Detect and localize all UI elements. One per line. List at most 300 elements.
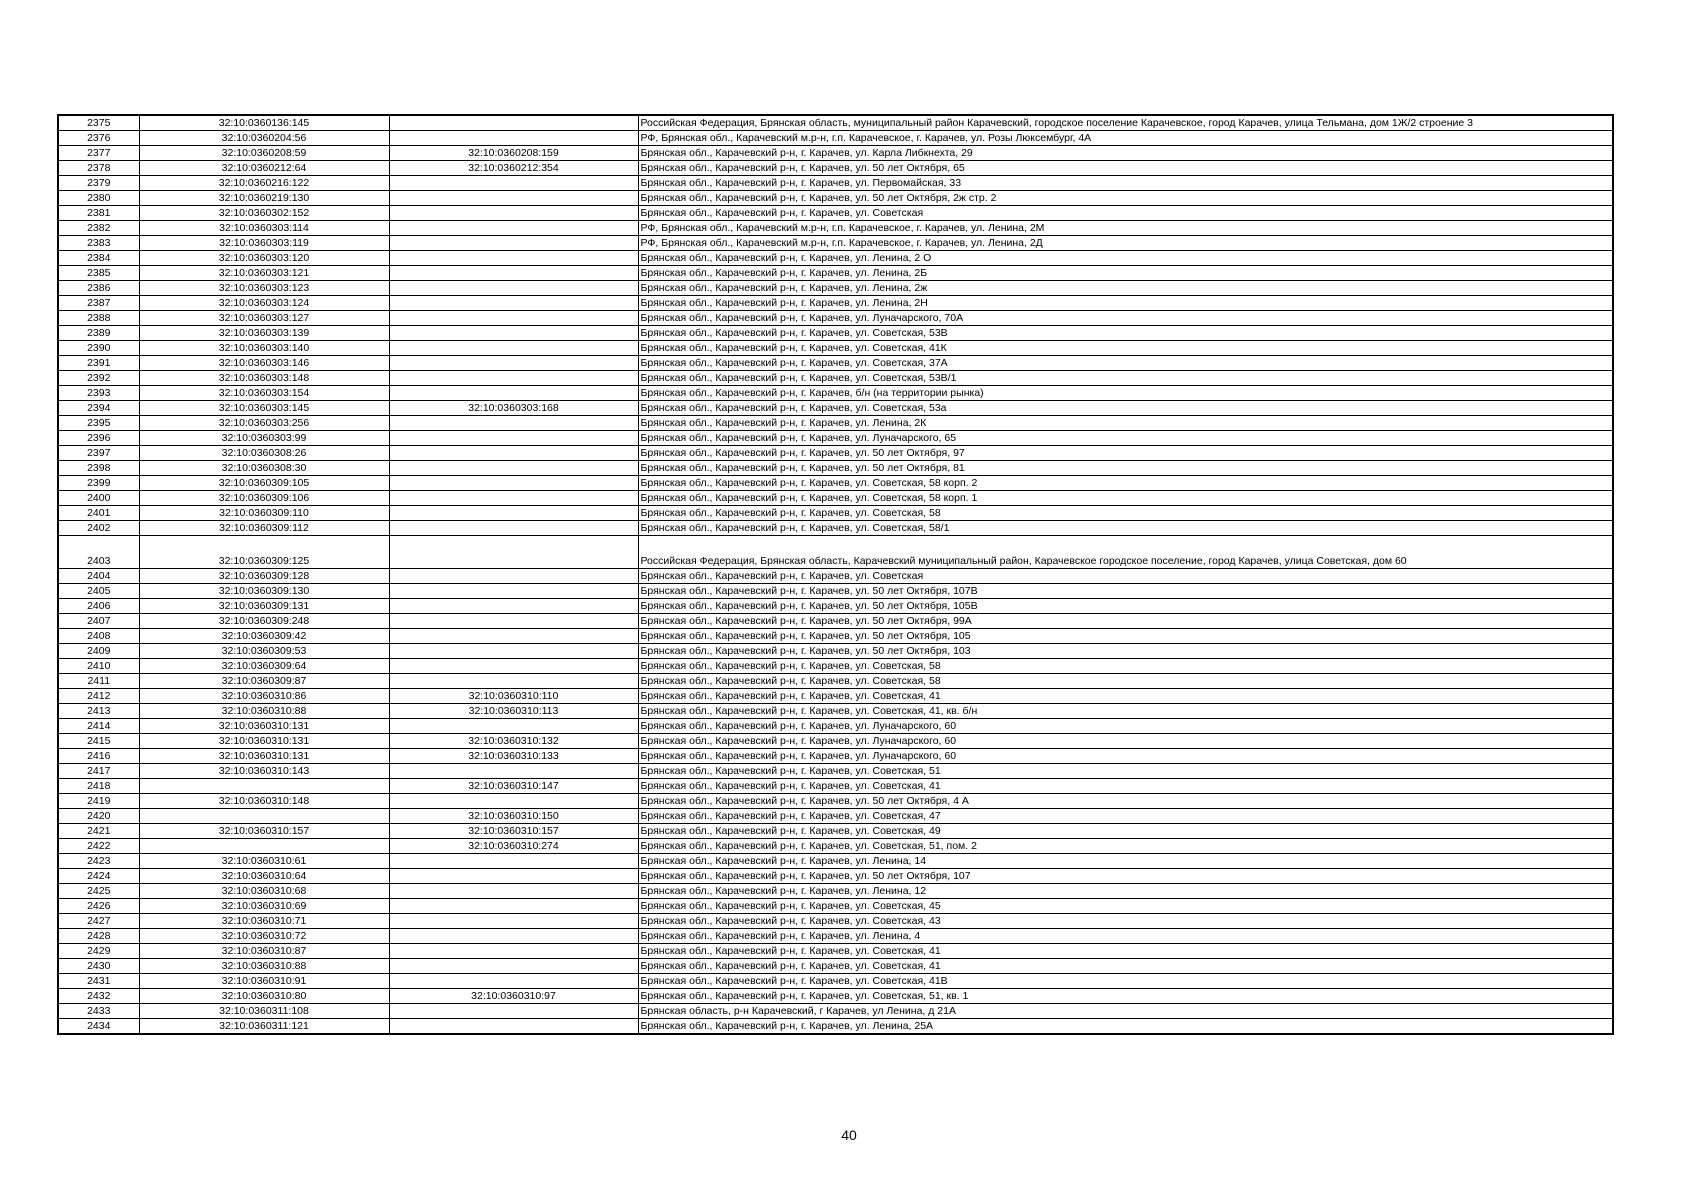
related-cadastral-number-cell: 32:10:0360310:157 — [389, 824, 638, 839]
row-number-cell: 2376 — [58, 131, 139, 146]
related-cadastral-number-cell — [389, 236, 638, 251]
table-row — [58, 689, 1613, 704]
table-row — [58, 431, 1613, 446]
cadastral-number-cell — [139, 779, 389, 794]
address-cell: Брянская обл., Карачевский р-н, г. Карачев, ул. 50 лет Октября, 65 — [638, 161, 1613, 176]
cadastral-number-cell: 32:10:0360309:106 — [139, 491, 389, 506]
address-cell: Брянская обл., Карачевский р-н, г. Карачев, ул. 50 лет Октября, 2ж стр. 2 — [638, 191, 1613, 206]
cadastral-number-cell: 32:10:0360310:61 — [139, 854, 389, 869]
address-cell: Брянская обл., Карачевский р-н, г. Карачев, ул. Советская, 58/1 — [638, 521, 1613, 536]
row-number-cell: 2432 — [58, 989, 139, 1004]
address-cell: Брянская обл., Карачевский р-н, г. Карачев, ул. Советская, 47 — [638, 809, 1613, 824]
related-cadastral-number-cell — [389, 764, 638, 779]
cadastral-number-cell: 32:10:0360303:123 — [139, 281, 389, 296]
cadastral-number-cell: 32:10:0360309:131 — [139, 599, 389, 614]
row-number-cell: 2394 — [58, 401, 139, 416]
table-row — [58, 974, 1613, 989]
related-cadastral-number-cell — [389, 191, 638, 206]
row-number-cell: 2381 — [58, 206, 139, 221]
row-number-cell: 2403 — [58, 536, 139, 569]
related-cadastral-number-cell: 32:10:0360310:133 — [389, 749, 638, 764]
table-row — [58, 869, 1613, 884]
table-row — [58, 944, 1613, 959]
related-cadastral-number-cell — [389, 491, 638, 506]
cadastral-number-cell: 32:10:0360308:30 — [139, 461, 389, 476]
cadastral-number-cell: 32:10:0360309:64 — [139, 659, 389, 674]
address-cell: Брянская обл., Карачевский р-н, г. Карачев, б/н (на территории рынка) — [638, 386, 1613, 401]
related-cadastral-number-cell — [389, 206, 638, 221]
address-cell: Брянская обл., Карачевский р-н, г. Карачев, ул. Первомайская, 33 — [638, 176, 1613, 191]
address-cell: Брянская обл., Карачевский р-н, г. Карачев, ул. Ленина, 2Б — [638, 266, 1613, 281]
table-row — [58, 251, 1613, 266]
cadastral-number-cell: 32:10:0360136:145 — [139, 115, 389, 131]
table-row — [58, 629, 1613, 644]
address-cell: Брянская обл., Карачевский р-н, г. Карачев, ул. Ленина, 2Н — [638, 296, 1613, 311]
table-row — [58, 929, 1613, 944]
related-cadastral-number-cell — [389, 506, 638, 521]
address-cell: Брянская обл., Карачевский р-н, г. Карачев, ул. Ленина, 14 — [638, 854, 1613, 869]
related-cadastral-number-cell — [389, 644, 638, 659]
row-number-cell: 2408 — [58, 629, 139, 644]
related-cadastral-number-cell: 32:10:0360310:274 — [389, 839, 638, 854]
related-cadastral-number-cell — [389, 794, 638, 809]
address-cell: Брянская обл., Карачевский р-н, г. Карачев, ул. Советская, 41 — [638, 779, 1613, 794]
table-row — [58, 704, 1613, 719]
table-row — [58, 326, 1613, 341]
related-cadastral-number-cell — [389, 386, 638, 401]
related-cadastral-number-cell — [389, 659, 638, 674]
table-row — [58, 221, 1613, 236]
related-cadastral-number-cell — [389, 131, 638, 146]
cadastral-number-cell: 32:10:0360310:131 — [139, 734, 389, 749]
row-number-cell: 2409 — [58, 644, 139, 659]
row-number-cell: 2400 — [58, 491, 139, 506]
cadastral-number-cell: 32:10:0360310:131 — [139, 749, 389, 764]
related-cadastral-number-cell — [389, 629, 638, 644]
cadastral-number-cell: 32:10:0360311:121 — [139, 1019, 389, 1035]
row-number-cell: 2402 — [58, 521, 139, 536]
related-cadastral-number-cell — [389, 1004, 638, 1019]
address-cell: Брянская обл., Карачевский р-н, г. Карачев, ул. Советская, 53а — [638, 401, 1613, 416]
related-cadastral-number-cell: 32:10:0360208:159 — [389, 146, 638, 161]
related-cadastral-number-cell — [389, 176, 638, 191]
row-number-cell: 2390 — [58, 341, 139, 356]
address-cell: Брянская обл., Карачевский р-н, г. Карачев, ул. Советская, 41К — [638, 341, 1613, 356]
cadastral-number-cell: 32:10:0360309:42 — [139, 629, 389, 644]
address-cell: Брянская обл., Карачевский р-н, г. Карачев, ул. Советская — [638, 206, 1613, 221]
table-row — [58, 959, 1613, 974]
table-row — [58, 779, 1613, 794]
cadastral-number-cell: 32:10:0360311:108 — [139, 1004, 389, 1019]
address-cell: Брянская обл., Карачевский р-н, г. Карачев, ул. Луначарского, 60 — [638, 719, 1613, 734]
related-cadastral-number-cell — [389, 371, 638, 386]
address-cell: Брянская обл., Карачевский р-н, г. Карачев, ул. Советская, 53В/1 — [638, 371, 1613, 386]
row-number-cell: 2405 — [58, 584, 139, 599]
row-number-cell: 2396 — [58, 431, 139, 446]
cadastral-number-cell: 32:10:0360208:59 — [139, 146, 389, 161]
table-row — [58, 599, 1613, 614]
row-number-cell: 2416 — [58, 749, 139, 764]
address-cell: Брянская обл., Карачевский р-н, г. Карачев, ул. 50 лет Октября, 105 — [638, 629, 1613, 644]
address-cell: РФ, Брянская обл., Карачевский м.р-н, г.п. Карачевское, г. Карачев, ул. Ленина, 2Д — [638, 236, 1613, 251]
cadastral-number-cell: 32:10:0360302:152 — [139, 206, 389, 221]
cadastral-number-cell: 32:10:0360310:88 — [139, 704, 389, 719]
row-number-cell: 2434 — [58, 1019, 139, 1035]
table-row — [58, 446, 1613, 461]
table-row — [58, 281, 1613, 296]
row-number-cell: 2410 — [58, 659, 139, 674]
address-cell: Брянская обл., Карачевский р-н, г. Карачев, ул. Луначарского, 60 — [638, 734, 1613, 749]
table-row — [58, 1004, 1613, 1019]
row-number-cell: 2418 — [58, 779, 139, 794]
row-number-cell: 2422 — [58, 839, 139, 854]
row-number-cell: 2393 — [58, 386, 139, 401]
table-row — [58, 644, 1613, 659]
address-cell: Брянская обл., Карачевский р-н, г. Карачев, ул. Советская, 41, кв. б/н — [638, 704, 1613, 719]
cadastral-number-cell: 32:10:0360310:68 — [139, 884, 389, 899]
table-row — [58, 884, 1613, 899]
row-number-cell: 2392 — [58, 371, 139, 386]
address-cell: Брянская обл., Карачевский р-н, г. Карачев, ул. Советская, 37А — [638, 356, 1613, 371]
table-row — [58, 356, 1613, 371]
table-row — [58, 416, 1613, 431]
table-row — [58, 131, 1613, 146]
related-cadastral-number-cell — [389, 115, 638, 131]
row-number-cell: 2424 — [58, 869, 139, 884]
cadastral-number-cell: 32:10:0360303:120 — [139, 251, 389, 266]
address-cell: Брянская область, р-н Карачевский, г Карачев, ул Ленина, д 21А — [638, 1004, 1613, 1019]
cadastral-number-cell: 32:10:0360309:112 — [139, 521, 389, 536]
related-cadastral-number-cell — [389, 674, 638, 689]
related-cadastral-number-cell — [389, 899, 638, 914]
table-row — [58, 236, 1613, 251]
row-number-cell: 2412 — [58, 689, 139, 704]
address-cell: Брянская обл., Карачевский р-н, г. Карачев, ул. 50 лет Октября, 99А — [638, 614, 1613, 629]
row-number-cell: 2427 — [58, 914, 139, 929]
table-row — [58, 371, 1613, 386]
cadastral-number-cell: 32:10:0360310:148 — [139, 794, 389, 809]
cadastral-number-cell: 32:10:0360303:119 — [139, 236, 389, 251]
address-cell: Брянская обл., Карачевский р-н, г. Карачев, ул. Советская, 41В — [638, 974, 1613, 989]
row-number-cell: 2382 — [58, 221, 139, 236]
address-cell: Брянская обл., Карачевский р-н, г. Карачев, ул. Советская, 51 — [638, 764, 1613, 779]
address-cell: Брянская обл., Карачевский р-н, г. Карачев, ул. Советская, 58 корп. 2 — [638, 476, 1613, 491]
related-cadastral-number-cell — [389, 869, 638, 884]
related-cadastral-number-cell — [389, 221, 638, 236]
row-number-cell: 2420 — [58, 809, 139, 824]
cadastral-number-cell: 32:10:0360310:157 — [139, 824, 389, 839]
related-cadastral-number-cell: 32:10:0360212:354 — [389, 161, 638, 176]
row-number-cell: 2428 — [58, 929, 139, 944]
related-cadastral-number-cell: 32:10:0360310:150 — [389, 809, 638, 824]
table-row — [58, 476, 1613, 491]
related-cadastral-number-cell: 32:10:0360310:113 — [389, 704, 638, 719]
address-cell: Брянская обл., Карачевский р-н, г. Карачев, ул. 50 лет Октября, 107 — [638, 869, 1613, 884]
address-cell: Брянская обл., Карачевский р-н, г. Карачев, ул. 50 лет Октября, 105В — [638, 599, 1613, 614]
row-number-cell: 2419 — [58, 794, 139, 809]
row-number-cell: 2377 — [58, 146, 139, 161]
table-row — [58, 401, 1613, 416]
related-cadastral-number-cell — [389, 974, 638, 989]
address-cell: Брянская обл., Карачевский р-н, г. Карачев, ул. Советская, 58 — [638, 506, 1613, 521]
related-cadastral-number-cell — [389, 281, 638, 296]
related-cadastral-number-cell — [389, 341, 638, 356]
row-number-cell: 2387 — [58, 296, 139, 311]
cadastral-number-cell: 32:10:0360303:121 — [139, 266, 389, 281]
related-cadastral-number-cell — [389, 959, 638, 974]
registry-table — [57, 114, 1614, 1035]
cadastral-number-cell: 32:10:0360308:26 — [139, 446, 389, 461]
related-cadastral-number-cell — [389, 884, 638, 899]
address-cell: Брянская обл., Карачевский р-н, г. Карачев, ул. Советская, 58 — [638, 674, 1613, 689]
address-cell: Брянская обл., Карачевский р-н, г. Карачев, ул. Советская, 41 — [638, 944, 1613, 959]
table-row — [58, 839, 1613, 854]
table-row — [58, 266, 1613, 281]
table-row — [58, 461, 1613, 476]
cadastral-number-cell: 32:10:0360303:127 — [139, 311, 389, 326]
address-cell: Брянская обл., Карачевский р-н, г. Карачев, ул. 50 лет Октября, 81 — [638, 461, 1613, 476]
related-cadastral-number-cell — [389, 446, 638, 461]
address-cell: Брянская обл., Карачевский р-н, г. Карачев, ул. Советская, 41 — [638, 689, 1613, 704]
row-number-cell: 2397 — [58, 446, 139, 461]
row-number-cell: 2431 — [58, 974, 139, 989]
row-number-cell: 2411 — [58, 674, 139, 689]
address-cell: Брянская обл., Карачевский р-н, г. Карачев, ул. Ленина, 2 О — [638, 251, 1613, 266]
cadastral-number-cell: 32:10:0360310:64 — [139, 869, 389, 884]
row-number-cell: 2375 — [58, 115, 139, 131]
address-cell: Брянская обл., Карачевский р-н, г. Карачев, ул. Советская, 45 — [638, 899, 1613, 914]
table-row — [58, 659, 1613, 674]
cadastral-number-cell: 32:10:0360219:130 — [139, 191, 389, 206]
table-row — [58, 899, 1613, 914]
cadastral-number-cell: 32:10:0360309:130 — [139, 584, 389, 599]
related-cadastral-number-cell — [389, 929, 638, 944]
table-row — [58, 794, 1613, 809]
cadastral-number-cell: 32:10:0360310:87 — [139, 944, 389, 959]
row-number-cell: 2421 — [58, 824, 139, 839]
cadastral-number-cell: 32:10:0360303:154 — [139, 386, 389, 401]
address-cell: РФ, Брянская обл., Карачевский м.р-н, г.п. Карачевское, г. Карачев, ул. Розы Люксембург, 4А — [638, 131, 1613, 146]
row-number-cell: 2401 — [58, 506, 139, 521]
related-cadastral-number-cell — [389, 1019, 638, 1035]
related-cadastral-number-cell: 32:10:0360310:147 — [389, 779, 638, 794]
related-cadastral-number-cell — [389, 416, 638, 431]
cadastral-number-cell: 32:10:0360303:139 — [139, 326, 389, 341]
address-cell: Брянская обл., Карачевский р-н, г. Карачев, ул. 50 лет Октября, 103 — [638, 644, 1613, 659]
related-cadastral-number-cell — [389, 296, 638, 311]
row-number-cell: 2388 — [58, 311, 139, 326]
cadastral-number-cell: 32:10:0360216:122 — [139, 176, 389, 191]
cadastral-number-cell: 32:10:0360310:86 — [139, 689, 389, 704]
related-cadastral-number-cell — [389, 476, 638, 491]
row-number-cell: 2386 — [58, 281, 139, 296]
row-number-cell: 2384 — [58, 251, 139, 266]
page-number: 40 — [841, 1127, 857, 1143]
table-row — [58, 809, 1613, 824]
related-cadastral-number-cell: 32:10:0360310:97 — [389, 989, 638, 1004]
row-number-cell: 2407 — [58, 614, 139, 629]
row-number-cell: 2379 — [58, 176, 139, 191]
table-row — [58, 521, 1613, 536]
address-cell: Брянская обл., Карачевский р-н, г. Карачев, ул. Луначарского, 60 — [638, 749, 1613, 764]
cadastral-number-cell: 32:10:0360303:114 — [139, 221, 389, 236]
cadastral-number-cell: 32:10:0360303:99 — [139, 431, 389, 446]
row-number-cell: 2406 — [58, 599, 139, 614]
row-number-cell: 2399 — [58, 476, 139, 491]
row-number-cell: 2430 — [58, 959, 139, 974]
table-row — [58, 161, 1613, 176]
related-cadastral-number-cell: 32:10:0360310:110 — [389, 689, 638, 704]
address-cell: Брянская обл., Карачевский р-н, г. Карачев, ул. Советская, 58 корп. 1 — [638, 491, 1613, 506]
table-row — [58, 491, 1613, 506]
address-cell: Брянская обл., Карачевский р-н, г. Карачев, ул. 50 лет Октября, 107В — [638, 584, 1613, 599]
related-cadastral-number-cell — [389, 266, 638, 281]
cadastral-number-cell: 32:10:0360309:87 — [139, 674, 389, 689]
row-number-cell: 2413 — [58, 704, 139, 719]
row-number-cell: 2385 — [58, 266, 139, 281]
row-number-cell: 2415 — [58, 734, 139, 749]
address-cell: Брянская обл., Карачевский р-н, г. Карачев, ул. Ленина, 2ж — [638, 281, 1613, 296]
related-cadastral-number-cell — [389, 356, 638, 371]
address-cell: Брянская обл., Карачевский р-н, г. Карачев, ул. Советская — [638, 569, 1613, 584]
table-row — [58, 614, 1613, 629]
related-cadastral-number-cell — [389, 854, 638, 869]
related-cadastral-number-cell — [389, 461, 638, 476]
address-cell: Брянская обл., Карачевский р-н, г. Карачев, ул. Советская, 58 — [638, 659, 1613, 674]
cadastral-number-cell: 32:10:0360310:143 — [139, 764, 389, 779]
table-row — [58, 914, 1613, 929]
cadastral-number-cell: 32:10:0360309:125 — [139, 536, 389, 569]
row-number-cell: 2380 — [58, 191, 139, 206]
table-row — [58, 734, 1613, 749]
related-cadastral-number-cell: 32:10:0360310:132 — [389, 734, 638, 749]
cadastral-number-cell: 32:10:0360309:53 — [139, 644, 389, 659]
related-cadastral-number-cell — [389, 251, 638, 266]
address-cell: Брянская обл., Карачевский р-н, г. Карачев, ул. Советская, 51, пом. 2 — [638, 839, 1613, 854]
row-number-cell: 2378 — [58, 161, 139, 176]
cadastral-number-cell: 32:10:0360204:56 — [139, 131, 389, 146]
table-row — [58, 206, 1613, 221]
row-number-cell: 2429 — [58, 944, 139, 959]
related-cadastral-number-cell — [389, 719, 638, 734]
address-cell: Брянская обл., Карачевский р-н, г. Карачев, ул. Советская, 49 — [638, 824, 1613, 839]
address-cell: Брянская обл., Карачевский р-н, г. Карачев, ул. Луначарского, 70А — [638, 311, 1613, 326]
address-cell: Брянская обл., Карачевский р-н, г. Карачев, ул. Ленина, 4 — [638, 929, 1613, 944]
cadastral-number-cell: 32:10:0360303:145 — [139, 401, 389, 416]
cadastral-number-cell: 32:10:0360310:88 — [139, 959, 389, 974]
address-cell: Брянская обл., Карачевский р-н, г. Карачев, ул. Ленина, 2К — [638, 416, 1613, 431]
table-row — [58, 536, 1613, 569]
cadastral-number-cell: 32:10:0360309:105 — [139, 476, 389, 491]
related-cadastral-number-cell — [389, 599, 638, 614]
related-cadastral-number-cell — [389, 584, 638, 599]
related-cadastral-number-cell — [389, 521, 638, 536]
cadastral-number-cell: 32:10:0360310:72 — [139, 929, 389, 944]
address-cell: Российская Федерация, Брянская область, муниципальный район Карачевский, городское поселение Карачевское, город Карачев, улица Тельмана, дом 1Ж/2 строение 3 — [638, 115, 1613, 131]
cadastral-number-cell: 32:10:0360309:248 — [139, 614, 389, 629]
row-number-cell: 2395 — [58, 416, 139, 431]
table-row — [58, 584, 1613, 599]
related-cadastral-number-cell — [389, 326, 638, 341]
address-cell: Российская Федерация, Брянская область, Карачевский муниципальный район, Карачевское городское поселение, город Карачев, улица Советская, дом 60 — [638, 536, 1613, 569]
row-number-cell: 2391 — [58, 356, 139, 371]
cadastral-number-cell: 32:10:0360303:256 — [139, 416, 389, 431]
related-cadastral-number-cell — [389, 614, 638, 629]
cadastral-number-cell: 32:10:0360212:64 — [139, 161, 389, 176]
table-row — [58, 989, 1613, 1004]
table-row — [58, 674, 1613, 689]
related-cadastral-number-cell — [389, 569, 638, 584]
row-number-cell: 2425 — [58, 884, 139, 899]
cadastral-number-cell: 32:10:0360310:71 — [139, 914, 389, 929]
table-row — [58, 719, 1613, 734]
cadastral-number-cell: 32:10:0360303:124 — [139, 296, 389, 311]
row-number-cell: 2417 — [58, 764, 139, 779]
address-cell: Брянская обл., Карачевский р-н, г. Карачев, ул. 50 лет Октября, 4 А — [638, 794, 1613, 809]
cadastral-number-cell: 32:10:0360310:131 — [139, 719, 389, 734]
row-number-cell: 2389 — [58, 326, 139, 341]
table-row — [58, 764, 1613, 779]
table-row — [58, 1019, 1613, 1035]
address-cell: Брянская обл., Карачевский р-н, г. Карачев, ул. Ленина, 12 — [638, 884, 1613, 899]
table-row — [58, 824, 1613, 839]
registry-table-body — [58, 115, 1613, 1034]
address-cell: Брянская обл., Карачевский р-н, г. Карачев, ул. Советская, 43 — [638, 914, 1613, 929]
table-row — [58, 506, 1613, 521]
related-cadastral-number-cell — [389, 944, 638, 959]
address-cell: Брянская обл., Карачевский р-н, г. Карачев, ул. Ленина, 25А — [638, 1019, 1613, 1035]
address-cell: Брянская обл., Карачевский р-н, г. Карачев, ул. 50 лет Октября, 97 — [638, 446, 1613, 461]
address-cell: Брянская обл., Карачевский р-н, г. Карачев, ул. Карла Либкнехта, 29 — [638, 146, 1613, 161]
row-number-cell: 2383 — [58, 236, 139, 251]
related-cadastral-number-cell — [389, 431, 638, 446]
row-number-cell: 2423 — [58, 854, 139, 869]
address-cell: Брянская обл., Карачевский р-н, г. Карачев, ул. Советская, 53В — [638, 326, 1613, 341]
table-row — [58, 569, 1613, 584]
row-number-cell: 2414 — [58, 719, 139, 734]
cadastral-number-cell: 32:10:0360303:140 — [139, 341, 389, 356]
address-cell: Брянская обл., Карачевский р-н, г. Карачев, ул. Советская, 41 — [638, 959, 1613, 974]
row-number-cell: 2426 — [58, 899, 139, 914]
cadastral-number-cell — [139, 809, 389, 824]
related-cadastral-number-cell — [389, 914, 638, 929]
table-row — [58, 341, 1613, 356]
address-cell: Брянская обл., Карачевский р-н, г. Карачев, ул. Луначарского, 65 — [638, 431, 1613, 446]
row-number-cell: 2433 — [58, 1004, 139, 1019]
cadastral-number-cell: 32:10:0360303:148 — [139, 371, 389, 386]
cadastral-number-cell: 32:10:0360310:80 — [139, 989, 389, 1004]
table-row — [58, 854, 1613, 869]
cadastral-number-cell — [139, 839, 389, 854]
row-number-cell: 2398 — [58, 461, 139, 476]
cadastral-number-cell: 32:10:0360310:69 — [139, 899, 389, 914]
table-row — [58, 386, 1613, 401]
table-row — [58, 749, 1613, 764]
table-row — [58, 176, 1613, 191]
cadastral-number-cell: 32:10:0360303:146 — [139, 356, 389, 371]
row-number-cell: 2404 — [58, 569, 139, 584]
address-cell: РФ, Брянская обл., Карачевский м.р-н, г.п. Карачевское, г. Карачев, ул. Ленина, 2М — [638, 221, 1613, 236]
table-row — [58, 146, 1613, 161]
cadastral-number-cell: 32:10:0360309:110 — [139, 506, 389, 521]
related-cadastral-number-cell — [389, 311, 638, 326]
table-row — [58, 191, 1613, 206]
table-row — [58, 311, 1613, 326]
cadastral-number-cell: 32:10:0360310:91 — [139, 974, 389, 989]
address-cell: Брянская обл., Карачевский р-н, г. Карачев, ул. Советская, 51, кв. 1 — [638, 989, 1613, 1004]
table-row — [58, 115, 1613, 131]
table-row — [58, 296, 1613, 311]
